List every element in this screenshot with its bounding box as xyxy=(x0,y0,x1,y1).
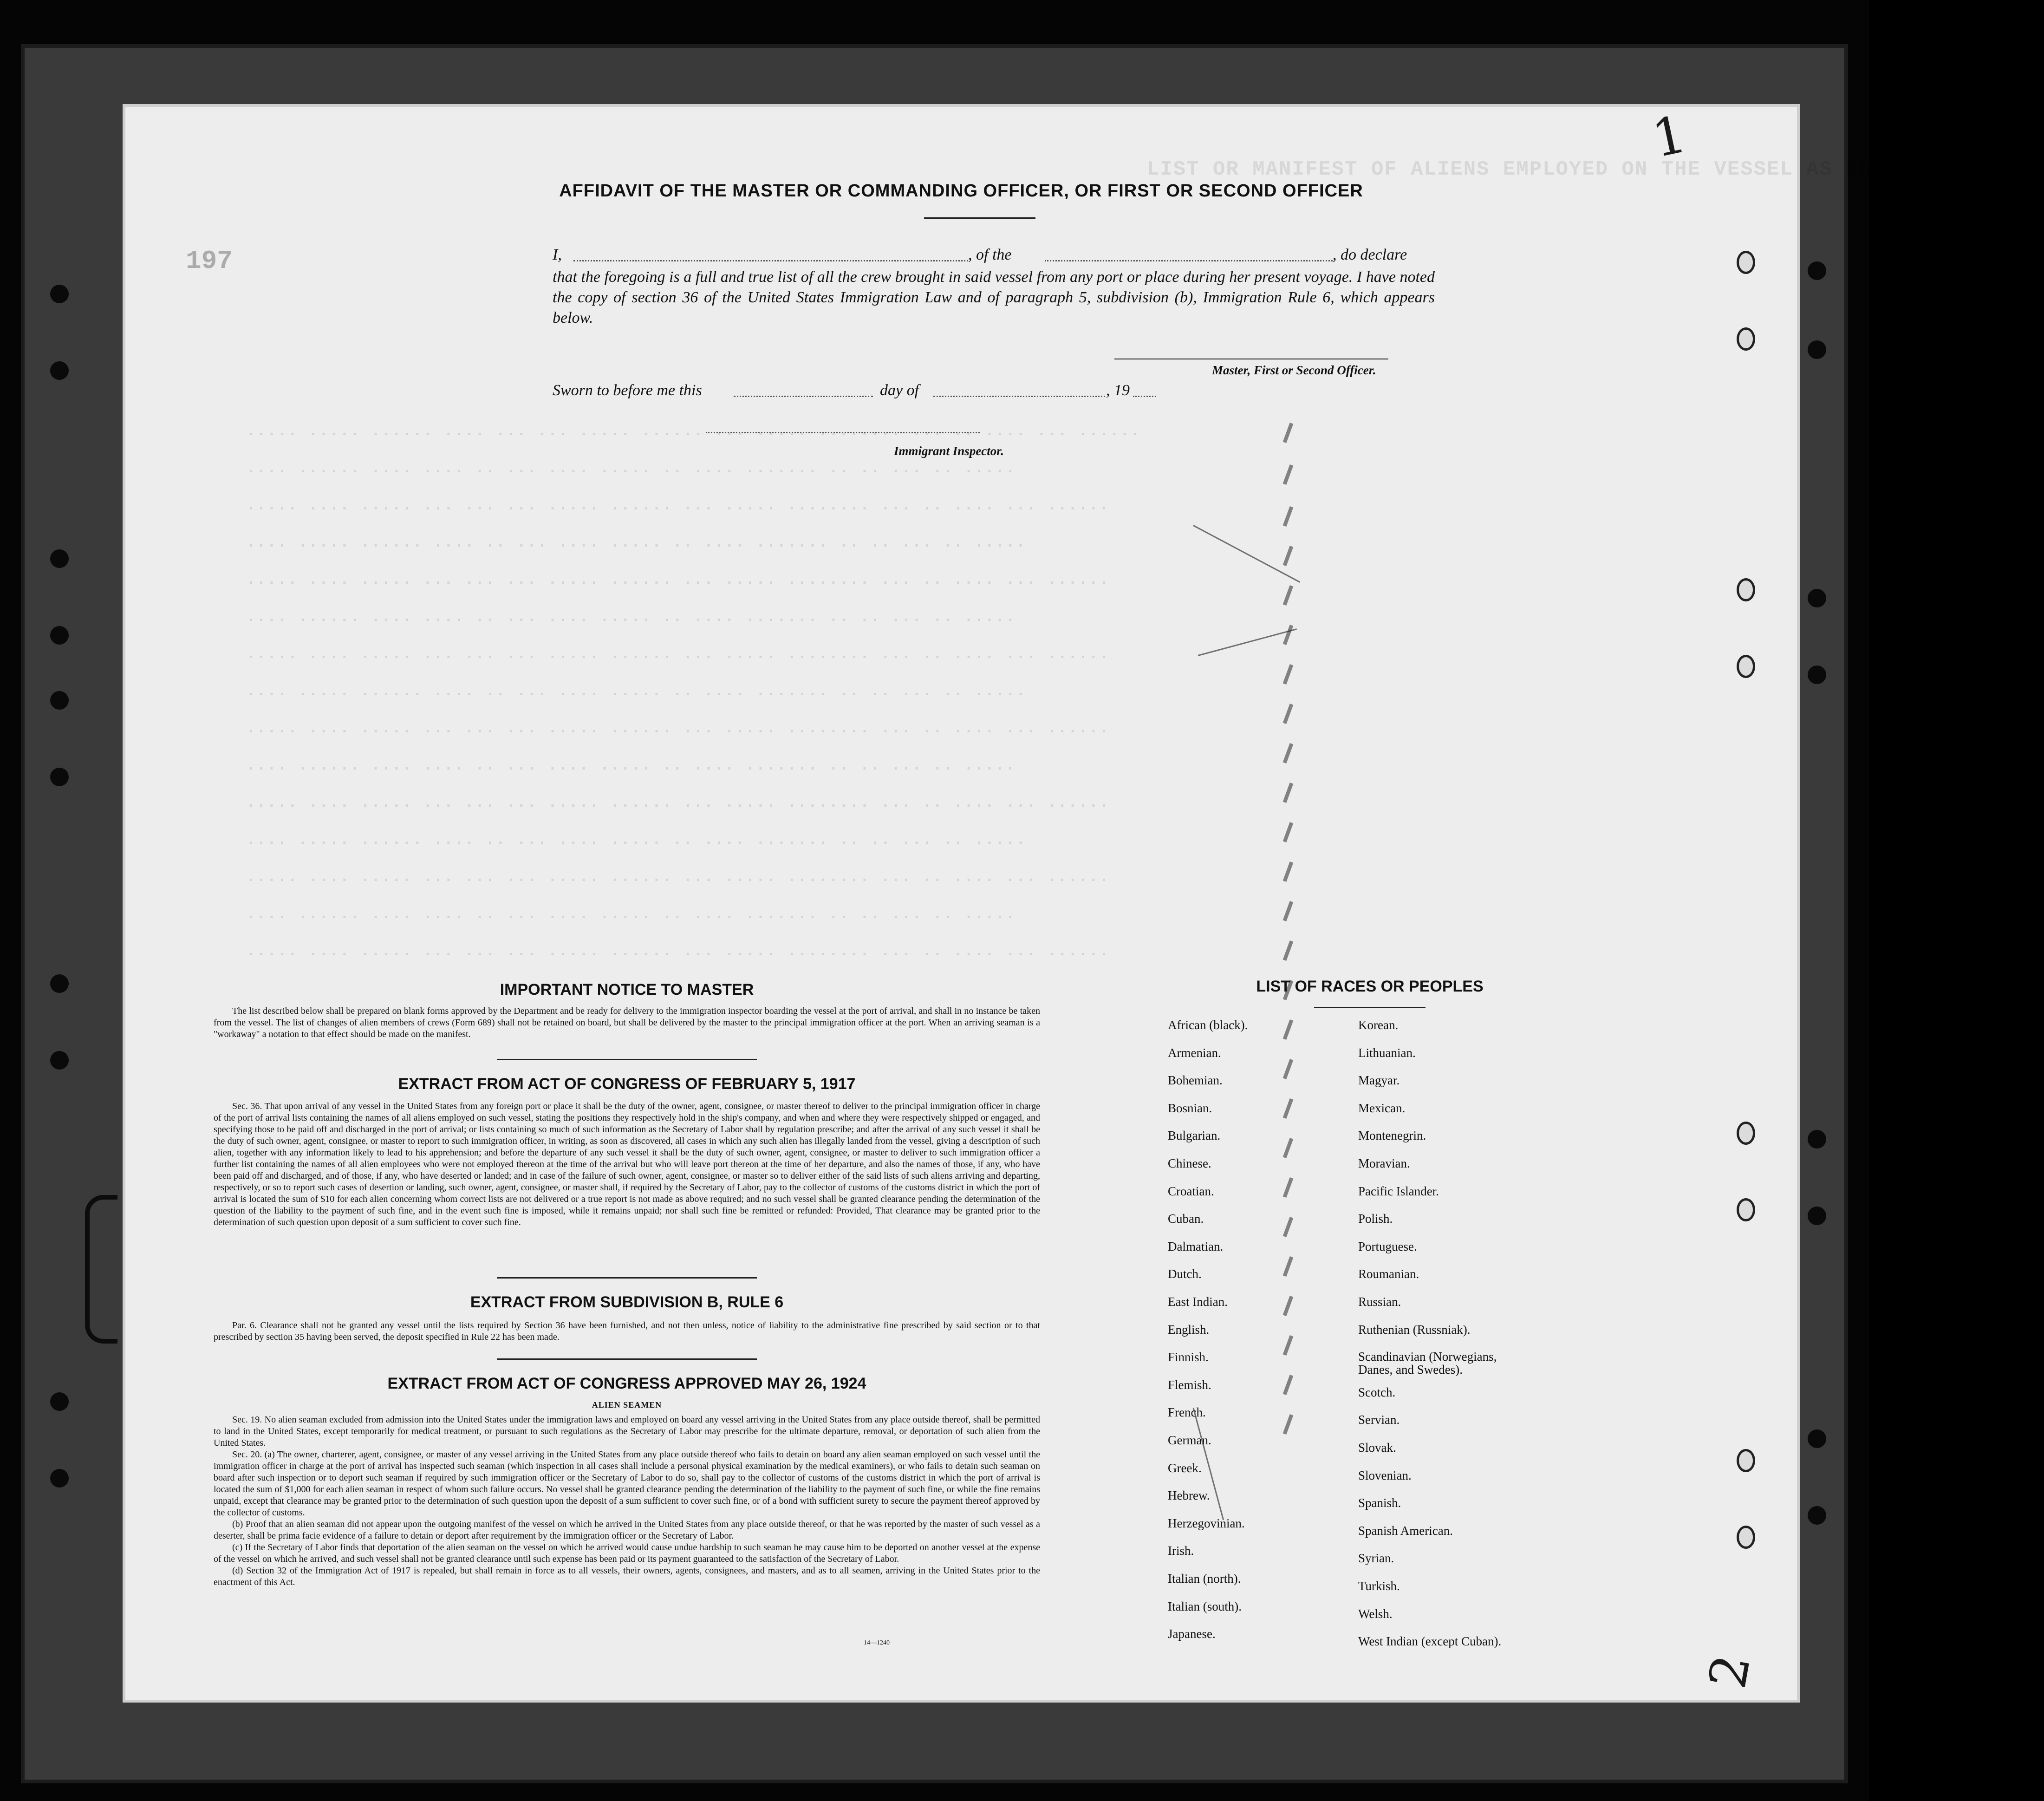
punch-hole-left xyxy=(50,549,69,568)
section-divider xyxy=(497,1277,757,1279)
stamped-number: 197 xyxy=(186,246,233,276)
race-entry: Italian (north). xyxy=(1168,1572,1241,1586)
punch-hole-left xyxy=(50,626,69,645)
handwritten-tick xyxy=(1283,1414,1294,1435)
of-the-label: , of the xyxy=(968,246,1012,263)
extract-1924-body xyxy=(214,1414,1040,1588)
punch-hole-right xyxy=(1808,261,1826,280)
race-entry: Korean. xyxy=(1358,1018,1399,1032)
master-name-field[interactable] xyxy=(573,260,968,261)
race-entry: Turkish. xyxy=(1358,1579,1400,1593)
race-entry: Herzegovinian. xyxy=(1168,1516,1245,1530)
notice-title: IMPORTANT NOTICE TO MASTER xyxy=(500,981,754,998)
reinforcement-ring xyxy=(1737,578,1755,601)
master-signature-label: Master, First or Second Officer. xyxy=(1212,363,1376,377)
race-entry: French. xyxy=(1168,1405,1206,1420)
punch-hole-left xyxy=(50,768,69,786)
race-entry: English. xyxy=(1168,1322,1210,1337)
punch-hole-left xyxy=(50,974,69,993)
race-entry: Flemish. xyxy=(1168,1377,1211,1392)
race-entry: Italian (south). xyxy=(1168,1599,1242,1613)
reinforcement-ring xyxy=(1737,1198,1755,1221)
race-entry: Spanish. xyxy=(1358,1496,1401,1510)
do-declare-label: , do declare xyxy=(1333,246,1407,263)
race-entry: Syrian. xyxy=(1358,1551,1394,1566)
race-entry: Armenian. xyxy=(1168,1045,1221,1060)
extract-1917-text: Sec. 36. That upon arrival of any vessel in the United States from any foreign port or place it shall be the duty of the owner, agent, consignee, or master thereof to deliver to the principal immigration officer in charge of the port of arrival lists containing the names of all aliens employed on such vessel, stating the positions they respectively hold in the ship's company, and when and where they were respectively shipped or engaged, and specifying those to be paid off and discharged in the port of arrival; or lists containing so much of such information as the Secretary of Labor shall by regulation prescribe; and after the arrival of any such vessel it shall be the duty of such owner, agent, consignee, or master to report to such immigration officer, in writing, as soon as discovered, all cases in which any such alien has illegally landed from the vessel, giving a description of such alien, together with any information likely to lead to his apprehension; and before the departure of any such vessel it shall be the duty of such owner, agent, consignee, or master to deliver to such immigration officer a further list containing the names of all alien employees who were not employed thereon at the time of the arrival but who will leave port thereon at the time of her departure, and also the names of those, if any, who have been paid off and discharged, and of those, if any, who have deserted or landed; and in case of the failure of such owner, agent, consignee, or master so to deliver either of the said lists of such aliens arriving and departing, respectively, or so to report such cases of desertion or landing, such owner, agent, consignee, or master shall, if required by the Secretary of Labor, pay to the collector of customs of the customs district in which the port of arrival is located the sum of $10 for each alien concerning whom correct lists are not delivered or a true report is not made as above required; and no such vessel shall be granted clearance pending the determination of the question of the liability to the payment of such fine, and in the event such fine is imposed, while it remains unpaid; nor shall such fine be remitted or refunded: Provided, That clearance may be granted prior to the determination of such question upon deposit of a sum sufficient to cover such fine. xyxy=(214,1101,1040,1227)
punch-hole-right xyxy=(1808,1130,1826,1148)
punch-hole-left xyxy=(50,285,69,303)
race-entry: Roumanian. xyxy=(1358,1267,1419,1281)
race-entry: Mexican. xyxy=(1358,1101,1406,1115)
declaration-i: I, xyxy=(553,246,562,263)
race-entry: Chinese. xyxy=(1168,1156,1211,1170)
extract-1924-title: EXTRACT FROM ACT OF CONGRESS APPROVED MAY 26, 1924 xyxy=(387,1375,866,1392)
form-number: 14—1240 xyxy=(864,1639,890,1646)
race-entry: Bohemian. xyxy=(1168,1073,1223,1088)
punch-hole-right xyxy=(1808,1506,1826,1525)
handwritten-tick xyxy=(1283,1098,1294,1119)
declaration-line xyxy=(553,246,562,264)
race-entry: Ruthenian (Russniak). xyxy=(1358,1322,1471,1337)
race-entry: Bosnian. xyxy=(1168,1101,1212,1115)
race-entry: Scotch. xyxy=(1358,1385,1396,1399)
handwritten-tick xyxy=(1283,1177,1294,1198)
handwritten-page-number: 1 xyxy=(1647,104,1692,169)
inspector-signature-field[interactable] xyxy=(706,432,980,433)
vessel-name-field[interactable] xyxy=(1045,260,1333,261)
race-entry: Russian. xyxy=(1358,1295,1401,1309)
race-entry: Lithuanian. xyxy=(1358,1045,1416,1060)
sec-20c-text: (c) If the Secretary of Labor finds that deportation of the alien seaman on the vessel on which he arrived would cause undue hardship to such seaman he may cause him to be deported on another vessel at the expense of the vessel on which he arrived, and such vessel shall not be granted clearance until such expense has been paid or its payment guaranteed to the satisfaction of the Secretary of Labor. xyxy=(214,1542,1040,1564)
reinforcement-ring xyxy=(1737,251,1755,274)
race-entry: Moravian. xyxy=(1358,1156,1410,1170)
affidavit-title: AFFIDAVIT OF THE MASTER OR COMMANDING OFFICER, OR FIRST OR SECOND OFFICER xyxy=(559,181,1363,201)
race-entry: African (black). xyxy=(1168,1018,1248,1032)
race-entry: Dutch. xyxy=(1168,1267,1202,1281)
sworn-day-field[interactable] xyxy=(734,396,873,397)
race-entry: Hebrew. xyxy=(1168,1488,1210,1503)
race-entry: Polish. xyxy=(1358,1212,1393,1226)
handwritten-tick xyxy=(1283,1019,1294,1040)
sec-19-text: Sec. 19. No alien seaman excluded from admission into the United States under the immigration laws and employed on board any vessel arriving in the United States from any place outside thereof, shall be permitted to land in the United States, except temporarily for medical treatment, or pursuant to such regulations as the Secretary of Labor may prescribe for the ultimate departure, removal, or deportation of such alien from the United States. xyxy=(214,1415,1040,1448)
section-divider xyxy=(497,1358,757,1360)
race-entry: Japanese. xyxy=(1168,1627,1216,1641)
races-title: LIST OF RACES OR PEOPLES xyxy=(1256,978,1484,995)
declaration-paragraph: that the foregoing is a full and true list of all the crew brought in said vessel from any port or place during her present voyage. I have noted the copy of section 36 of the United States Immigration Law and of paragraph 5, subdivision (b), Immigration Rule 6, which appears below. xyxy=(553,268,1435,326)
sworn-year-field[interactable] xyxy=(1133,396,1156,397)
reinforcement-ring xyxy=(1737,327,1755,351)
race-entry: Scandinavian (Norwegians, Danes, and Swedes). xyxy=(1358,1350,1497,1377)
handwritten-tick xyxy=(1283,1296,1294,1316)
bleed-through-texture: LIST OR MANIFEST OF ALIENS EMPLOYED ON THE VESSEL AS MEMBERS OF CREW ..... ..... ...... .... ... ... ..... ...... ... ..... ........ ... .. .... ... ...... .... ...... .... .... .. ... .... ..... .. .... ....... .. .. ... .. ..... ..... .... ..... ... ... ... ..... ...... ... ..... ........ ... .. .... ... ...... .... ..... ...... .... .. ... .... ..... .. .... ....... .. .. ... .. ..... ..... .... ..... ... ... ... ..... ...... ... ..... ........ ... .. .... ... ...... .... ...... .... .... .. ... .... ..... .. .... ....... .. .. ... .. ..... ..... .... ..... ... ... ... ..... ...... ... ..... ........ ... .. .... ... ...... .... ..... ...... .... .. ... .... ..... .. .... ....... .. .. ... .. ..... ..... .... ..... ... ... ... ..... ...... ... ..... ........ ... .. .... ... ...... .... ...... .... .... .. ... .... ..... .. .... ....... .. .. ... .. ..... ..... .... ..... ... ... ... ..... ...... ... ..... ........ ... .. .... ... ...... .... ..... ...... .... .. ... .... ..... .. .... ....... .. .. ... .. ..... ..... .... ..... ... ... ... ..... ...... ... ..... ........ ... .. .... ... ...... .... ...... .... .... .. ... .... ..... .. .... ....... .. .. ... .. ..... ..... .... ..... ... ... ... ..... ...... ... ..... ........ ... .. .... ... ...... xyxy=(246,158,2044,960)
race-entry: Dalmatian. xyxy=(1168,1239,1224,1253)
race-entry: Portuguese. xyxy=(1358,1239,1417,1253)
manifest-page xyxy=(125,104,2044,1700)
handwritten-tick xyxy=(1283,1138,1294,1158)
race-entry: Welsh. xyxy=(1358,1606,1393,1621)
handwritten-tick xyxy=(1283,1059,1294,1079)
race-entry: Pacific Islander. xyxy=(1358,1184,1439,1198)
race-entry: Montenegrin. xyxy=(1358,1129,1426,1143)
race-entry: Croatian. xyxy=(1168,1184,1214,1198)
reinforcement-ring xyxy=(1737,1449,1755,1472)
races-divider xyxy=(1314,1007,1426,1008)
punch-hole-left xyxy=(50,1392,69,1411)
inspector-label: Immigrant Inspector. xyxy=(894,444,1004,458)
handwritten-tick xyxy=(1283,1256,1294,1277)
punch-hole-right xyxy=(1808,589,1826,607)
handwritten-tick xyxy=(1283,1217,1294,1237)
extract-rule6-title: EXTRACT FROM SUBDIVISION B, RULE 6 xyxy=(470,1293,784,1311)
sworn-month-field[interactable] xyxy=(933,396,1105,397)
race-entry: Cuban. xyxy=(1168,1212,1204,1226)
punch-hole-left xyxy=(50,1051,69,1070)
handwritten-tick xyxy=(1283,1335,1294,1356)
punch-hole-right xyxy=(1808,1207,1826,1225)
sec-20a-text: Sec. 20. (a) The owner, charterer, agent, consignee, or master of any vessel arriving in the United States from any place outside thereof who fails to detain on board any alien seaman employed on such vessel until the immigration officer in charge at the port of arrival has inspected such seaman (which inspection in all cases shall include a personal physical examination by the medical examiners), or who fails to detain such seaman on board after such inspection or to deport such seaman if required by such immigration officer or the Secretary of Labor to do so, shall pay to the collector of customs of the customs district in which the port of arrival is located the sum of $1,000 for each alien seaman in respect of whom such failure occurs. No vessel shall be granted clearance pending the determination of the liability to the payment of such fine, or while the fine remains unpaid, except that clearance may be granted prior to the determination of such question upon the deposit of a sum sufficient to cover such fine, or of a bond with sufficient surety to secure the payment thereof approved by the collector of customs. xyxy=(214,1449,1040,1518)
race-entry: Irish. xyxy=(1168,1544,1194,1558)
race-entry: Slovak. xyxy=(1358,1441,1396,1455)
race-entry: West Indian (except Cuban). xyxy=(1358,1634,1502,1649)
binding-clip xyxy=(85,1195,117,1344)
race-entry: East Indian. xyxy=(1168,1295,1228,1309)
race-entry: Servian. xyxy=(1358,1413,1400,1427)
year-label: , 19 xyxy=(1106,382,1130,399)
handwritten-sheet-number: 2 xyxy=(1697,1650,1762,1693)
race-entry: German. xyxy=(1168,1433,1211,1447)
race-entry: Bulgarian. xyxy=(1168,1129,1221,1143)
punch-hole-right xyxy=(1808,340,1826,359)
day-of-label: day of xyxy=(880,382,919,399)
race-entry: Magyar. xyxy=(1358,1073,1400,1088)
punch-hole-left xyxy=(50,361,69,380)
reinforcement-ring xyxy=(1737,655,1755,678)
sec-20d-text: (d) Section 32 of the Immigration Act of 1917 is repealed, but shall remain in force as to all vessels, their owners, agents, consignees, and masters, and as to all seamen, arriving in the United States prior to the enactment of this Act. xyxy=(214,1566,1040,1587)
reinforcement-ring xyxy=(1737,1122,1755,1145)
race-entry: Finnish. xyxy=(1168,1350,1209,1364)
extract-rule6-text: Par. 6. Clearance shall not be granted any vessel until the lists required by Section 36 have been furnished, and not then unless, notice of liability to the administrative fine prescribed by said section or to that prescribed by section 35 having been served, the deposit specified in Rule 22 has been made. xyxy=(214,1320,1040,1342)
punch-hole-right xyxy=(1808,666,1826,684)
handwritten-tick xyxy=(1283,1375,1294,1395)
punch-hole-right xyxy=(1808,1429,1826,1448)
alien-seamen-subtitle: ALIEN SEAMEN xyxy=(592,1400,662,1409)
sec-20b-text: (b) Proof that an alien seaman did not appear upon the outgoing manifest of the vessel on which he arrived in the United States from any place outside thereof, or that he was reported by the master of such vessel as a deserter, shall be prima facie evidence of a failure to detain or deport after requirement by the immigration officer or the Secretary of Labor. xyxy=(214,1519,1040,1541)
punch-hole-left xyxy=(50,1469,69,1488)
section-divider xyxy=(497,1059,757,1060)
race-entry: Slovenian. xyxy=(1358,1468,1412,1482)
sworn-label: Sworn to before me this xyxy=(553,382,702,399)
title-divider xyxy=(924,217,1035,219)
extract-1917-title: EXTRACT FROM ACT OF CONGRESS OF FEBRUARY 5, 1917 xyxy=(398,1075,856,1093)
reinforcement-ring xyxy=(1737,1526,1755,1549)
race-entry: Spanish American. xyxy=(1358,1523,1453,1538)
notice-text: The list described below shall be prepared on blank forms approved by the Department and be ready for delivery to the immigration inspector boarding the vessel at the port of arrival, and shall in no instance be taken from the vessel. The list of changes of alien members of crews (Form 689) shall not be retained on board, but shall be delivered by the master to the principal immigration officer at the port. When an arriving seaman is a "workaway" a notation to that effect should be made on the manifest. xyxy=(214,1006,1040,1039)
punch-hole-left xyxy=(50,691,69,710)
race-entry: Greek. xyxy=(1168,1461,1202,1475)
